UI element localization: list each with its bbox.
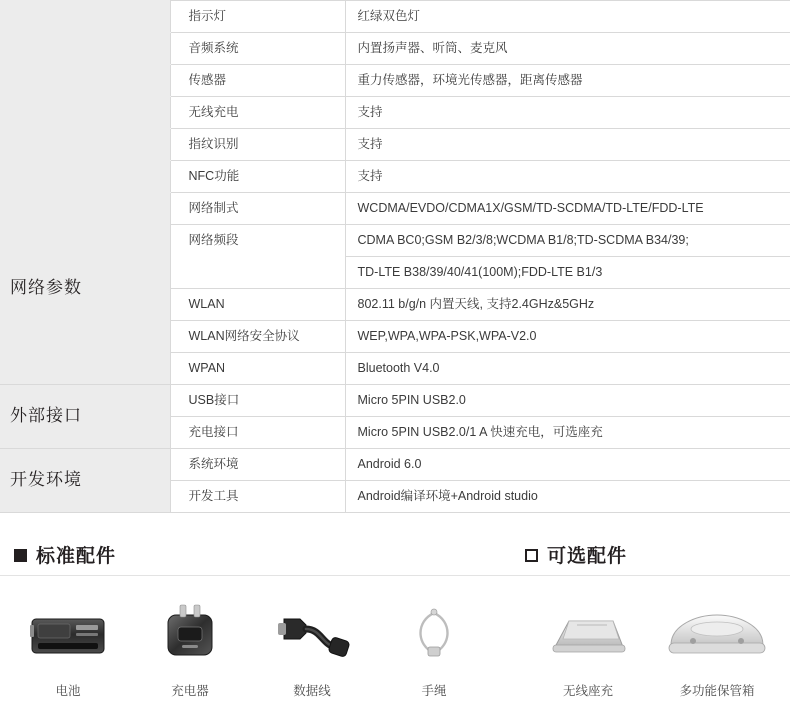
param-value: WEP,WPA,WPA-PSK,WPA-V2.0 [345, 321, 790, 353]
group-cell [0, 161, 170, 193]
hollow-square-icon [525, 549, 538, 562]
filled-square-icon [14, 549, 27, 562]
accessory-label: 充电器 [171, 684, 209, 698]
group-cell [0, 65, 170, 97]
param-name: 指示灯 [170, 1, 345, 33]
accessory-item-charger [130, 593, 250, 699]
power-adapter-icon [130, 593, 250, 675]
param-name: WLAN [170, 289, 345, 321]
accessory-label: 无线座充 [562, 684, 613, 698]
table-row [0, 65, 790, 97]
accessories-headers [0, 541, 790, 575]
param-value: Android 6.0 [345, 449, 790, 481]
param-name: 指纹识别 [170, 129, 345, 161]
param-value: Android编译环境+Android studio [345, 481, 790, 513]
accessory-item-wireless-dock [528, 593, 648, 699]
group-cell-external-interface: 外部接口 [0, 385, 170, 449]
param-name: USB接口 [170, 385, 345, 417]
standard-accessories-label: 标准配件 [36, 546, 117, 567]
standard-accessories-title [14, 541, 116, 568]
group-cell [0, 129, 170, 161]
param-value: TD-LTE B38/39/40/41(100M);FDD-LTE B1/3 [345, 257, 790, 289]
param-name: 网络制式 [170, 193, 345, 225]
optional-accessories-label: 可选配件 [547, 546, 628, 567]
multifunction-case-icon [652, 593, 782, 675]
param-value: 重力传感器，环境光传感器，距离传感器 [345, 65, 790, 97]
param-name: 传感器 [170, 65, 345, 97]
param-value: 内置扬声器、听筒、麦克风 [345, 33, 790, 65]
hand-strap-icon [374, 593, 494, 675]
param-name: WPAN [170, 353, 345, 385]
param-value: 支持 [345, 129, 790, 161]
accessories-items-row [0, 593, 790, 713]
accessory-item-case [652, 593, 782, 699]
param-value: WCDMA/EVDO/CDMA1X/GSM/TD-SCDMA/TD-LTE/FDD-LTE [345, 193, 790, 225]
param-name: 充电接口 [170, 417, 345, 449]
table-row [0, 193, 790, 225]
group-cell-dev-environment: 开发环境 [0, 449, 170, 513]
param-name: 开发工具 [170, 481, 345, 513]
group-cell [0, 33, 170, 65]
param-value: Micro 5PIN USB2.0/1 A 快速充电，可选座充 [345, 417, 790, 449]
param-name: 音频系统 [170, 33, 345, 65]
param-value: 支持 [345, 161, 790, 193]
optional-accessories-title [525, 541, 627, 568]
param-value: 802.11 b/g/n 内置天线, 支持2.4GHz&5GHz [345, 289, 790, 321]
accessory-label: 数据线 [293, 684, 331, 698]
table-row [0, 161, 790, 193]
group-cell [0, 97, 170, 129]
param-value: Micro 5PIN USB2.0 [345, 385, 790, 417]
param-name: WLAN网络安全协议 [170, 321, 345, 353]
param-name [170, 257, 345, 289]
param-value: 红绿双色灯 [345, 1, 790, 33]
table-row [0, 385, 790, 417]
param-value: CDMA BC0;GSM B2/3/8;WCDMA B1/8;TD-SCDMA B34/39; [345, 225, 790, 257]
usb-cable-icon [252, 593, 372, 675]
param-name: 网络频段 [170, 225, 345, 257]
param-name: 无线充电 [170, 97, 345, 129]
accessory-item-cable [252, 593, 372, 699]
accessory-item-battery [8, 593, 128, 699]
accessory-label: 电池 [55, 684, 81, 698]
group-cell [0, 1, 170, 33]
footer-divider [0, 575, 790, 576]
specification-table-body [0, 1, 790, 513]
table-row [0, 97, 790, 129]
table-row [0, 33, 790, 65]
wireless-dock-icon [528, 593, 648, 675]
accessories-section [0, 541, 790, 713]
group-cell-network: 网络参数 [0, 193, 170, 385]
accessory-item-strap [374, 593, 494, 699]
accessory-label: 多功能保管箱 [679, 684, 755, 698]
param-name: NFC功能 [170, 161, 345, 193]
param-value: Bluetooth V4.0 [345, 353, 790, 385]
table-row [0, 1, 790, 33]
accessory-label: 手绳 [421, 684, 447, 698]
param-name: 系统环境 [170, 449, 345, 481]
table-row [0, 129, 790, 161]
battery-icon [8, 593, 128, 675]
param-value: 支持 [345, 97, 790, 129]
table-row [0, 449, 790, 481]
